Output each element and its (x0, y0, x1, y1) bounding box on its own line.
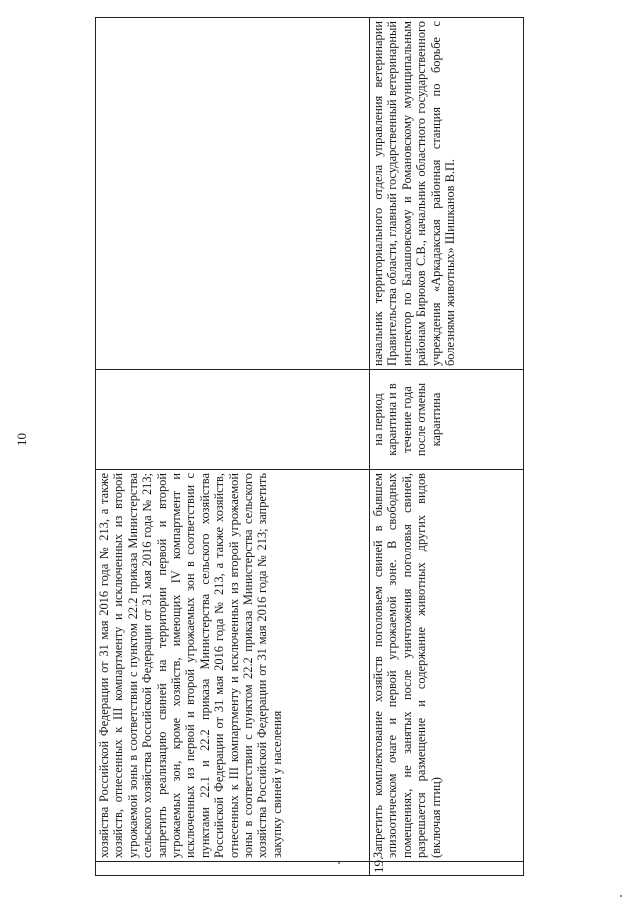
table-row (370, 18, 524, 876)
row-number-cell (96, 862, 370, 876)
rotated-table-container (95, 18, 523, 876)
responsible-cell (96, 18, 370, 370)
table-row (96, 18, 370, 876)
term-cell (96, 370, 370, 470)
measure-cell: хозяйства Российской Федерации от 31 мая 2016 года № 213, а также хозяйств, отнесенных к III компартменту и исключенных из второй угрожаемой зоны в соответствии с пунктом 22.2 приказа Министерства сельского хозяйства Российской Федерации от 31 мая 2016 года № 213; запретить реализацию свиней на территории первой и второй угрожаемых зон, кроме хозяйств, имеющих IV компартмент и исключенных из первой и второй угрожаемых зон в соответствии с пунктами 22.1 и 22.2 приказа Министерства сельского хозяйства Российской Федерации от 31 мая 2016 года № 213, а также хозяйств, отнесенных к III компартменту и исключенных из второй угрожаемой зоны в соответствии с пунктом 22.2 приказа Министерства сельского хозяйства Российской Федерации от 31 мая 2016 года № 213; запретить закупку свиней у населения (96, 470, 370, 862)
scan-speck (620, 895, 622, 897)
term-cell: на период карантина и в течение года после отмены карантина (370, 370, 524, 470)
page-number: 10 (14, 433, 29, 446)
row-number-cell: 19. (370, 862, 524, 876)
measure-cell: Запретить комплектование хозяйств поголовьем свиней в бывшем эпизоотическом очаге и первой угрожаемой зоне. В свободных помещениях, не занятых после уничтожения поголовья свиней, разрешается размещение и содержание животных других видов (включая птиц) (370, 470, 524, 862)
scan-speck (338, 862, 340, 864)
responsible-cell: начальник территориального отдела управления ветеринарии Правительства области, главный государственный ветеринарный инспектор по Балашовскому и Романовскому муниципальным районам Бирюков С.В., начальник областного государственного учреждения «Аркадакская районная станция по борьбе с болезнями животных» Шишканов В.П. (370, 18, 524, 370)
measures-table (95, 17, 524, 876)
